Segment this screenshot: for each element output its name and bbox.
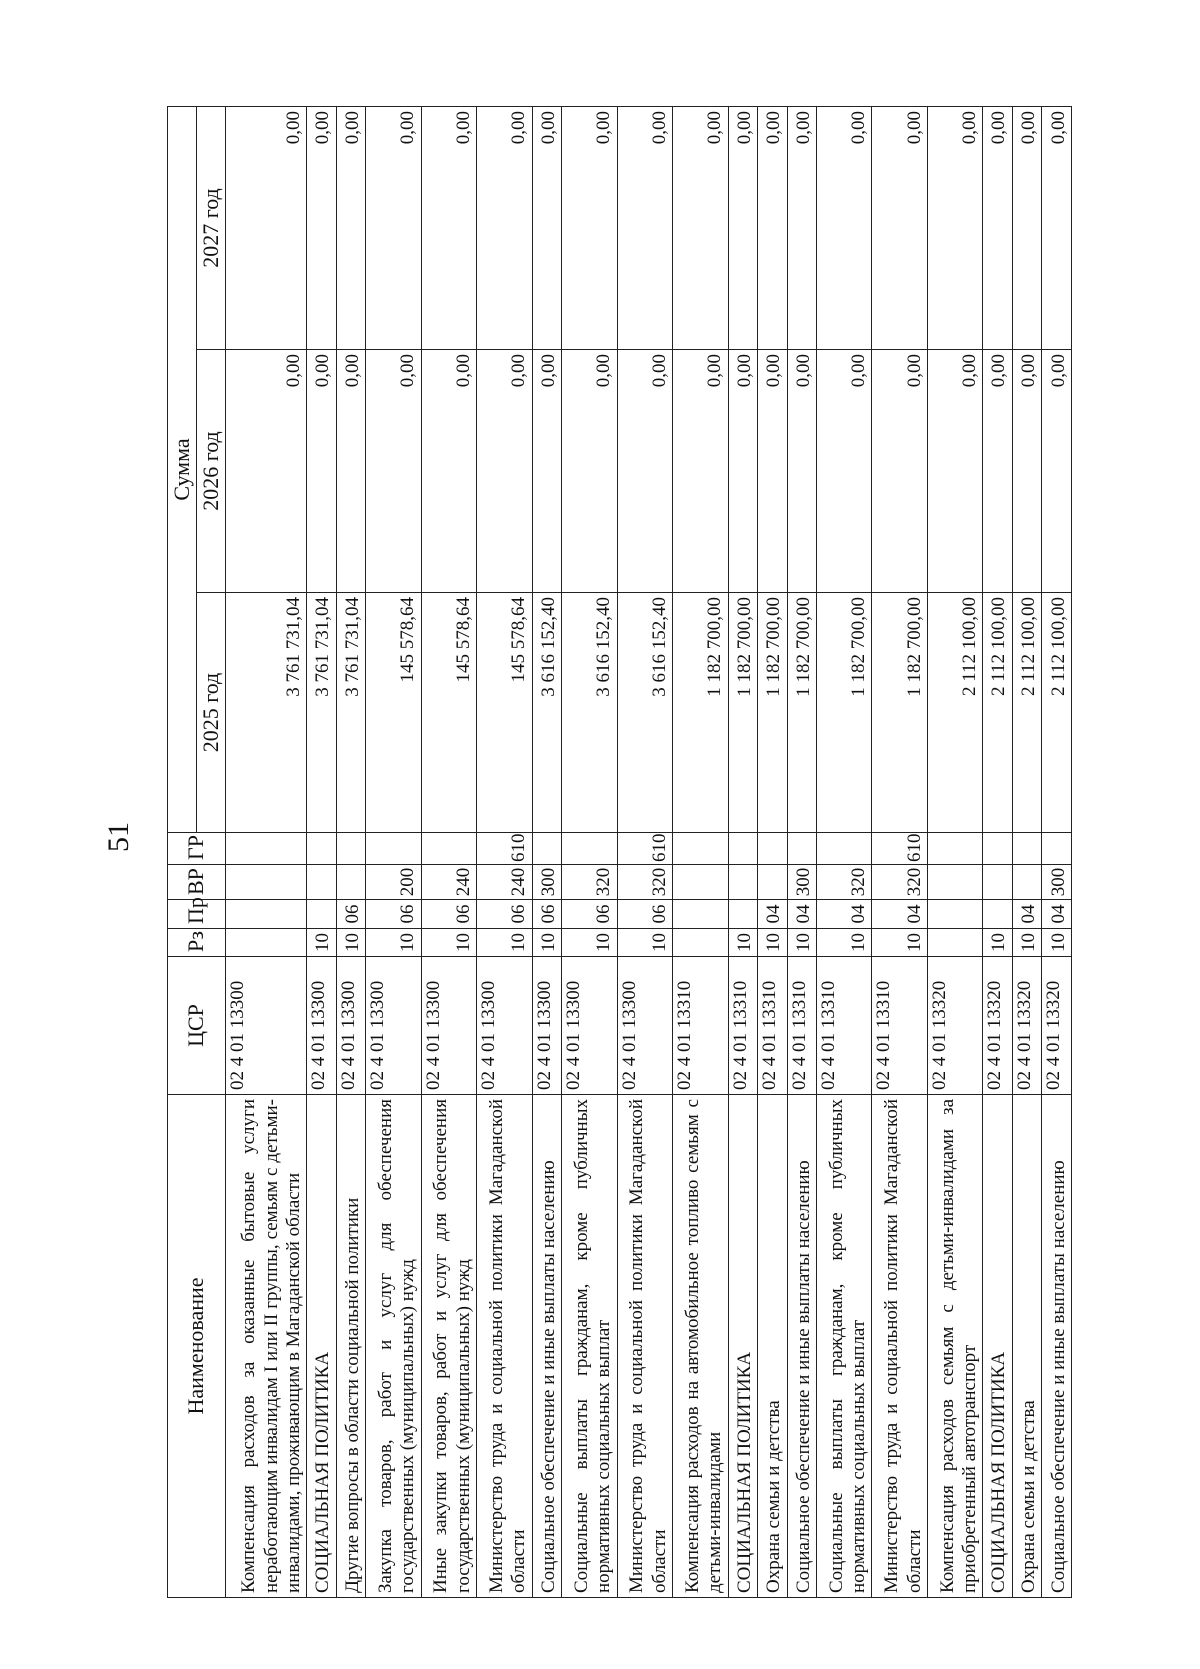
row-amount-2026-cell: 0,00 — [817, 350, 872, 593]
row-vr-cell: 320 — [817, 865, 872, 900]
row-amount-2027-cell: 0,00 — [927, 107, 982, 350]
row-csr-cell: 02 4 01 13300 — [307, 957, 336, 1095]
row-amount-2025-cell: 3 616 152,40 — [617, 593, 672, 833]
row-name-cell: Компенсация расходов за оказанные бытовые услуги неработающим инвалидам I или II группы, семьям с детьми-инвалидами, проживающим в Магаданской области — [225, 1095, 306, 1598]
row-csr-cell: 02 4 01 13300 — [477, 957, 532, 1095]
table-row — [728, 107, 757, 1598]
header-gr: ГР — [168, 833, 226, 865]
row-gr-cell — [532, 833, 561, 865]
table-row — [477, 107, 532, 1598]
row-name-cell: Закупка товаров, работ и услуг для обеспечения государственных (муниципальных) нужд — [366, 1095, 421, 1598]
row-amount-2026-cell: 0,00 — [1042, 350, 1072, 593]
row-amount-2026-cell: 0,00 — [983, 350, 1012, 593]
row-amount-2025-cell: 1 182 700,00 — [673, 593, 728, 833]
table-row — [673, 107, 728, 1598]
row-pr-cell: 06 — [421, 900, 476, 929]
row-vr-cell: 200 — [366, 865, 421, 900]
row-pr-cell: 04 — [787, 900, 816, 929]
row-amount-2026-cell: 0,00 — [532, 350, 561, 593]
row-amount-2025-cell: 3 761 731,04 — [336, 593, 365, 833]
row-amount-2025-cell: 2 112 100,00 — [927, 593, 982, 833]
row-csr-cell: 02 4 01 13300 — [532, 957, 561, 1095]
row-vr-cell: 300 — [787, 865, 816, 900]
row-gr-cell — [421, 833, 476, 865]
row-amount-2025-cell: 145 578,64 — [477, 593, 532, 833]
row-amount-2027-cell: 0,00 — [673, 107, 728, 350]
table-row — [983, 107, 1012, 1598]
row-gr-cell — [225, 833, 306, 865]
row-vr-cell: 240 — [421, 865, 476, 900]
row-rz-cell: 10 — [758, 929, 787, 957]
row-name-cell: Социальные выплаты гражданам, кроме публичных нормативных социальных выплат — [562, 1095, 617, 1598]
row-csr-cell: 02 4 01 13310 — [728, 957, 757, 1095]
header-year-2027: 2027 год — [196, 107, 225, 350]
row-rz-cell: 10 — [617, 929, 672, 957]
table-row — [336, 107, 365, 1598]
row-amount-2026-cell: 0,00 — [1012, 350, 1041, 593]
row-rz-cell: 10 — [872, 929, 927, 957]
row-csr-cell: 02 4 01 13320 — [927, 957, 982, 1095]
row-amount-2026-cell: 0,00 — [336, 350, 365, 593]
row-pr-cell — [983, 900, 1012, 929]
row-pr-cell: 06 — [477, 900, 532, 929]
row-amount-2026-cell: 0,00 — [225, 350, 306, 593]
row-amount-2026-cell: 0,00 — [728, 350, 757, 593]
row-amount-2025-cell: 145 578,64 — [366, 593, 421, 833]
table-row — [927, 107, 982, 1598]
row-gr-cell — [336, 833, 365, 865]
row-amount-2027-cell: 0,00 — [872, 107, 927, 350]
row-name-cell: СОЦИАЛЬНАЯ ПОЛИТИКА — [983, 1095, 1012, 1598]
row-rz-cell: 10 — [1042, 929, 1072, 957]
row-gr-cell: 610 — [872, 833, 927, 865]
row-name-cell: Социальные выплаты гражданам, кроме публичных нормативных социальных выплат — [817, 1095, 872, 1598]
row-amount-2026-cell: 0,00 — [562, 350, 617, 593]
row-rz-cell: 10 — [307, 929, 336, 957]
header-vr: ВР — [168, 865, 226, 900]
row-vr-cell — [927, 865, 982, 900]
table-row — [872, 107, 927, 1598]
header-name: Наименование — [168, 1095, 226, 1598]
row-pr-cell — [673, 900, 728, 929]
table-row — [562, 107, 617, 1598]
table-row — [617, 107, 672, 1598]
row-rz-cell: 10 — [366, 929, 421, 957]
row-amount-2027-cell: 0,00 — [562, 107, 617, 350]
row-name-cell: Министерство труда и социальной политики Магаданской области — [617, 1095, 672, 1598]
row-amount-2026-cell: 0,00 — [477, 350, 532, 593]
row-gr-cell — [817, 833, 872, 865]
row-pr-cell: 04 — [872, 900, 927, 929]
row-pr-cell — [307, 900, 336, 929]
row-gr-cell — [927, 833, 982, 865]
table-row — [307, 107, 336, 1598]
row-amount-2025-cell: 3 616 152,40 — [532, 593, 561, 833]
row-gr-cell — [366, 833, 421, 865]
row-amount-2025-cell: 2 112 100,00 — [1042, 593, 1072, 833]
row-pr-cell — [927, 900, 982, 929]
row-amount-2027-cell: 0,00 — [366, 107, 421, 350]
row-rz-cell: 10 — [728, 929, 757, 957]
row-gr-cell — [1012, 833, 1041, 865]
table-row — [225, 107, 306, 1598]
row-pr-cell: 04 — [758, 900, 787, 929]
row-name-cell: Другие вопросы в области социальной политики — [336, 1095, 365, 1598]
row-amount-2025-cell: 145 578,64 — [421, 593, 476, 833]
row-rz-cell — [927, 929, 982, 957]
budget-table — [167, 106, 1072, 1598]
row-vr-cell — [758, 865, 787, 900]
header-rz: Рз — [168, 929, 226, 957]
table-row — [421, 107, 476, 1598]
table-row — [1012, 107, 1041, 1598]
row-rz-cell: 10 — [983, 929, 1012, 957]
row-csr-cell: 02 4 01 13310 — [817, 957, 872, 1095]
table-row — [532, 107, 561, 1598]
row-csr-cell: 02 4 01 13310 — [758, 957, 787, 1095]
row-amount-2026-cell: 0,00 — [421, 350, 476, 593]
row-pr-cell: 06 — [336, 900, 365, 929]
row-csr-cell: 02 4 01 13300 — [336, 957, 365, 1095]
row-amount-2026-cell: 0,00 — [673, 350, 728, 593]
row-name-cell: Компенсация расходов семьям с детьми-инвалидами за приобретенный автотранспорт — [927, 1095, 982, 1598]
row-amount-2025-cell: 1 182 700,00 — [787, 593, 816, 833]
row-name-cell: Охрана семьи и детства — [1012, 1095, 1041, 1598]
row-amount-2027-cell: 0,00 — [1012, 107, 1041, 350]
row-rz-cell: 10 — [477, 929, 532, 957]
row-name-cell: Министерство труда и социальной политики Магаданской области — [872, 1095, 927, 1598]
row-gr-cell — [983, 833, 1012, 865]
row-amount-2026-cell: 0,00 — [366, 350, 421, 593]
row-vr-cell — [336, 865, 365, 900]
row-amount-2026-cell: 0,00 — [787, 350, 816, 593]
row-gr-cell: 610 — [477, 833, 532, 865]
row-amount-2025-cell: 1 182 700,00 — [758, 593, 787, 833]
row-gr-cell — [758, 833, 787, 865]
row-amount-2027-cell: 0,00 — [477, 107, 532, 350]
table-row — [817, 107, 872, 1598]
header-sum: Сумма — [168, 107, 197, 833]
row-name-cell: СОЦИАЛЬНАЯ ПОЛИТИКА — [307, 1095, 336, 1598]
row-csr-cell: 02 4 01 13320 — [1012, 957, 1041, 1095]
row-amount-2026-cell: 0,00 — [617, 350, 672, 593]
row-rz-cell: 10 — [421, 929, 476, 957]
row-rz-cell: 10 — [336, 929, 365, 957]
row-amount-2025-cell: 1 182 700,00 — [817, 593, 872, 833]
header-year-2026: 2026 год — [196, 350, 225, 593]
row-amount-2026-cell: 0,00 — [758, 350, 787, 593]
row-vr-cell: 320 — [617, 865, 672, 900]
row-rz-cell: 10 — [1012, 929, 1041, 957]
table-body — [225, 107, 1071, 1598]
row-gr-cell: 610 — [617, 833, 672, 865]
row-csr-cell: 02 4 01 13320 — [983, 957, 1012, 1095]
row-amount-2025-cell: 2 112 100,00 — [983, 593, 1012, 833]
row-rz-cell — [225, 929, 306, 957]
table-row — [1042, 107, 1072, 1598]
row-rz-cell: 10 — [562, 929, 617, 957]
row-pr-cell: 04 — [1012, 900, 1041, 929]
row-vr-cell — [983, 865, 1012, 900]
row-rz-cell: 10 — [787, 929, 816, 957]
page-number: 51 — [102, 822, 135, 852]
row-rz-cell: 10 — [532, 929, 561, 957]
row-amount-2025-cell: 3 616 152,40 — [562, 593, 617, 833]
row-name-cell: Социальное обеспечение и иные выплаты населению — [1042, 1095, 1072, 1598]
row-vr-cell: 300 — [1042, 865, 1072, 900]
row-csr-cell: 02 4 01 13310 — [787, 957, 816, 1095]
row-gr-cell — [728, 833, 757, 865]
row-rz-cell — [673, 929, 728, 957]
row-amount-2027-cell: 0,00 — [787, 107, 816, 350]
row-pr-cell: 06 — [532, 900, 561, 929]
header-csr: ЦСР — [168, 957, 226, 1095]
row-name-cell: Иные закупки товаров, работ и услуг для обеспечения государственных (муниципальных) нужд — [421, 1095, 476, 1598]
row-amount-2025-cell: 3 761 731,04 — [307, 593, 336, 833]
table-row — [787, 107, 816, 1598]
row-vr-cell: 320 — [562, 865, 617, 900]
row-gr-cell — [307, 833, 336, 865]
table-row — [758, 107, 787, 1598]
header-pr: Пр — [168, 900, 226, 929]
row-amount-2025-cell: 3 761 731,04 — [225, 593, 306, 833]
row-name-cell: СОЦИАЛЬНАЯ ПОЛИТИКА — [728, 1095, 757, 1598]
row-amount-2027-cell: 0,00 — [728, 107, 757, 350]
row-amount-2027-cell: 0,00 — [421, 107, 476, 350]
row-name-cell: Социальное обеспечение и иные выплаты населению — [532, 1095, 561, 1598]
row-amount-2027-cell: 0,00 — [983, 107, 1012, 350]
row-amount-2025-cell: 2 112 100,00 — [1012, 593, 1041, 833]
row-csr-cell: 02 4 01 13300 — [617, 957, 672, 1095]
row-amount-2027-cell: 0,00 — [617, 107, 672, 350]
row-pr-cell: 06 — [366, 900, 421, 929]
row-pr-cell: 06 — [562, 900, 617, 929]
row-gr-cell — [787, 833, 816, 865]
row-gr-cell — [1042, 833, 1072, 865]
row-gr-cell — [673, 833, 728, 865]
row-csr-cell: 02 4 01 13300 — [366, 957, 421, 1095]
row-pr-cell: 04 — [1042, 900, 1072, 929]
row-amount-2027-cell: 0,00 — [336, 107, 365, 350]
row-pr-cell: 06 — [617, 900, 672, 929]
row-amount-2025-cell: 1 182 700,00 — [728, 593, 757, 833]
row-vr-cell — [1012, 865, 1041, 900]
row-vr-cell — [307, 865, 336, 900]
row-amount-2027-cell: 0,00 — [307, 107, 336, 350]
row-name-cell: Компенсация расходов на автомобильное топливо семьям с детьми-инвалидами — [673, 1095, 728, 1598]
table-row — [366, 107, 421, 1598]
table-header — [168, 107, 226, 1598]
row-name-cell: Министерство труда и социальной политики Магаданской области — [477, 1095, 532, 1598]
budget-table-container — [167, 107, 1072, 1598]
row-csr-cell: 02 4 01 13300 — [421, 957, 476, 1095]
row-amount-2025-cell: 1 182 700,00 — [872, 593, 927, 833]
row-vr-cell: 320 — [872, 865, 927, 900]
row-name-cell: Охрана семьи и детства — [758, 1095, 787, 1598]
row-amount-2027-cell: 0,00 — [1042, 107, 1072, 350]
row-csr-cell: 02 4 01 13300 — [562, 957, 617, 1095]
header-year-2025: 2025 год — [196, 593, 225, 833]
row-amount-2026-cell: 0,00 — [927, 350, 982, 593]
row-amount-2026-cell: 0,00 — [872, 350, 927, 593]
row-amount-2026-cell: 0,00 — [307, 350, 336, 593]
row-csr-cell: 02 4 01 13310 — [872, 957, 927, 1095]
row-name-cell: Социальное обеспечение и иные выплаты населению — [787, 1095, 816, 1598]
row-csr-cell: 02 4 01 13310 — [673, 957, 728, 1095]
row-vr-cell: 300 — [532, 865, 561, 900]
row-amount-2027-cell: 0,00 — [532, 107, 561, 350]
row-vr-cell — [225, 865, 306, 900]
row-pr-cell — [728, 900, 757, 929]
row-vr-cell — [728, 865, 757, 900]
row-pr-cell: 04 — [817, 900, 872, 929]
row-amount-2027-cell: 0,00 — [817, 107, 872, 350]
row-vr-cell: 240 — [477, 865, 532, 900]
row-csr-cell: 02 4 01 13320 — [1042, 957, 1072, 1095]
row-vr-cell — [673, 865, 728, 900]
row-amount-2027-cell: 0,00 — [225, 107, 306, 350]
row-rz-cell: 10 — [817, 929, 872, 957]
row-amount-2027-cell: 0,00 — [758, 107, 787, 350]
row-pr-cell — [225, 900, 306, 929]
row-gr-cell — [562, 833, 617, 865]
row-csr-cell: 02 4 01 13300 — [225, 957, 306, 1095]
